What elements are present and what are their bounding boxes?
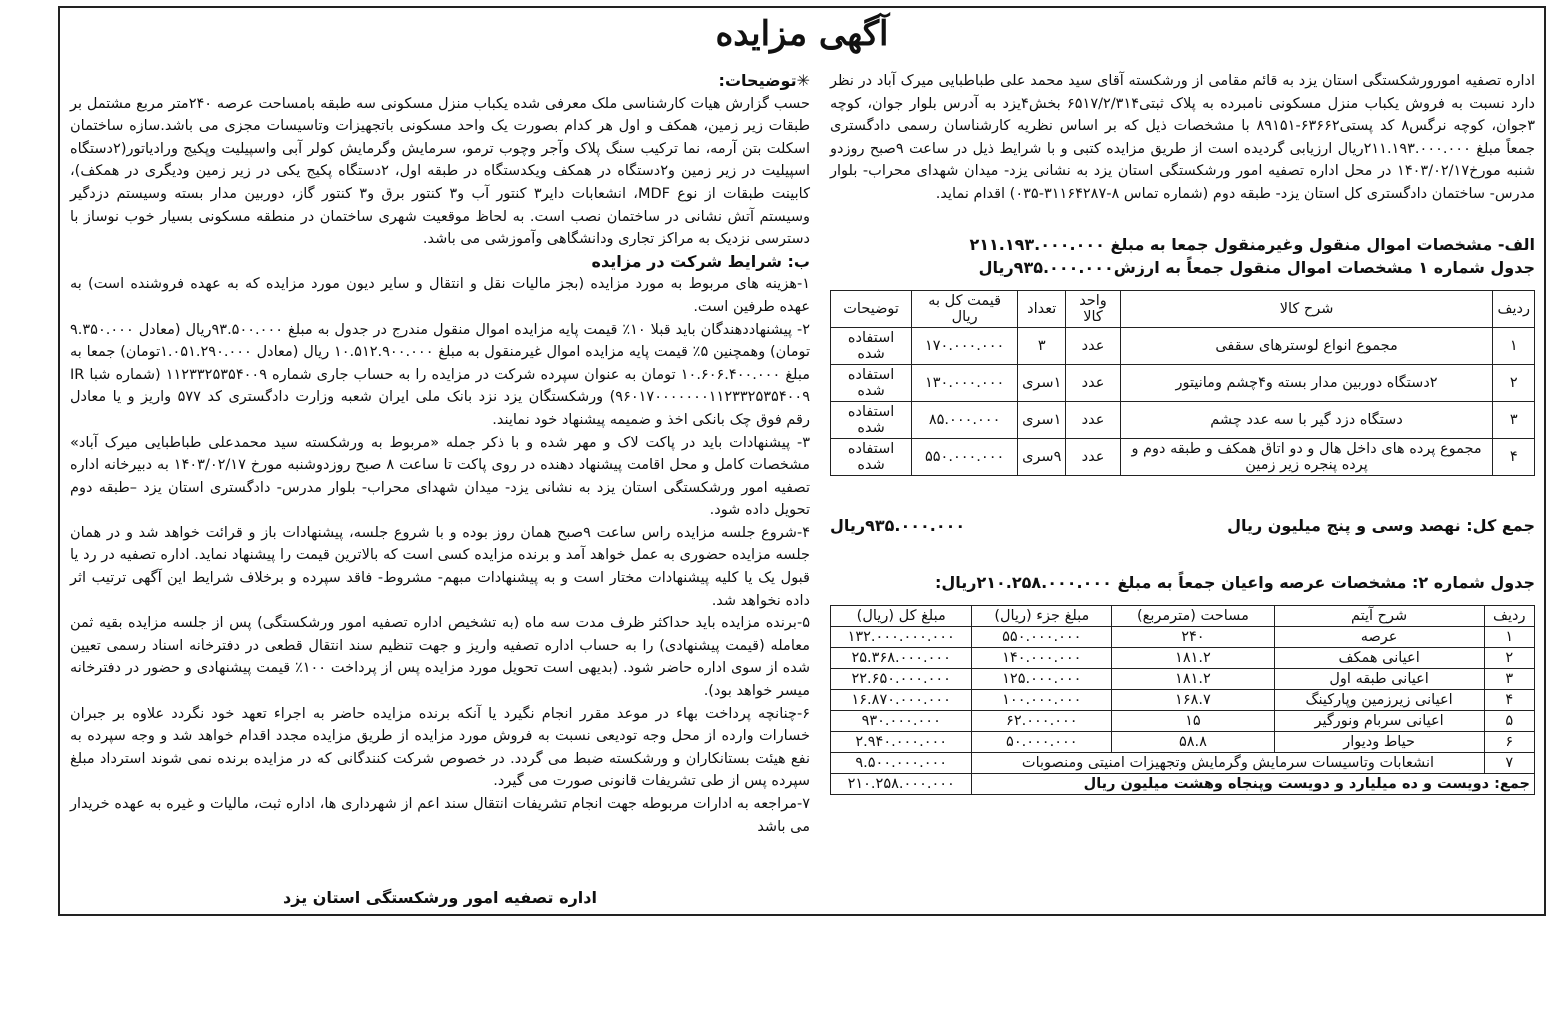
table-cell: ۱۸۱.۲ xyxy=(1112,648,1275,669)
table-row xyxy=(831,732,1535,753)
table2-header-cell: مساحت (مترمربع) xyxy=(1112,606,1275,627)
table-cell: استفاده شده xyxy=(831,365,912,402)
table1-header-cell: ردیف xyxy=(1493,291,1535,328)
sum-label: جمع: دویست و ده میلیارد و دویست وپنجاه وهشت میلیون ریال xyxy=(972,774,1535,795)
notes-block xyxy=(70,70,810,838)
table1-title: جدول شماره ۱ مشخصات اموال منقول جمعاً به ارزش۹۳۵.۰۰۰.۰۰۰ریال xyxy=(978,257,1535,277)
table-cell: اعیانی همکف xyxy=(1274,648,1484,669)
table-cell: استفاده شده xyxy=(831,402,912,439)
table-cell: ۳ xyxy=(1018,328,1066,365)
table-row xyxy=(831,328,1535,365)
table-cell: ۳ xyxy=(1493,402,1535,439)
table-cell: عدد xyxy=(1066,328,1120,365)
table2-header-row xyxy=(831,606,1535,627)
table1-header-cell: توضیحات xyxy=(831,291,912,328)
table-cell: دستگاه دزد گیر با سه عدد چشم xyxy=(1120,402,1493,439)
table-cell: ۱سری xyxy=(1018,365,1066,402)
table-cell: ۲دستگاه دوربین مدار بسته و۴چشم ومانیتور xyxy=(1120,365,1493,402)
table-row xyxy=(831,690,1535,711)
table-cell: ۹.۵۰۰.۰۰۰.۰۰۰ xyxy=(831,753,972,774)
table2-header-cell: شرح آیتم xyxy=(1274,606,1484,627)
table-cell: ۱۶۸.۷ xyxy=(1112,690,1275,711)
table-cell: ۱۵ xyxy=(1112,711,1275,732)
table-cell: ۵ xyxy=(1484,711,1534,732)
table-row xyxy=(831,753,1535,774)
condition-item: ۶-چنانچه پرداخت بهاء در موعد مقرر انجام نگیرد یا آنکه برنده مزایده حاضر به اجراء تعهد خود نگردد علاوه بر جبران خسارات وارده از محل وجه تودیعی نسبت به فروش مورد مزایده از طریق مزایده مجدد اقدام خواهد شد و وجه سپرده به نفع هیئت بستانکاران و ورشکسته ضبط می گردد. در خصوص شرکت کنندگانی که در مزایده برنده نمی شوند استرداد مبلغ سپرده پس از طی تشریفات قانونی صورت می گیرد. xyxy=(70,705,810,790)
notes-text: حسب گزارش هیات کارشناسی ملک معرفی شده یکباب منزل مسکونی سه طبقه بامساحت عرصه ۲۴۰متر مربع مشتمل بر طبقات زیر زمین، همکف و اول هر کدام بصورت یک واحد مسکونی باتجهیزات وتاسیسات مجزی می باشد.سازه ساختمان اسکلت بتن آرمه، نما ترکیب سنگ پلاک وآجر وچوب ترمو، سرمایش وگرمایش کولر آبی واسپیلیت وپکیج ورادیاتور(۲دستگاه اسپیلیت در زیر زمین و۲دستگاه در همکف ویکدستگاه در طبقه اول، ۲دستگاه پکیج یکی در زیر زمین ودیگری در همکف)، کابینت طبقات از نوع MDF، انشعابات دایر۳ کنتور آب و۳ کنتور برق و۳ کنتور گاز، دوربین مدار بسته وسیستم دزدگیر وسیستم آتش نشانی در ساختمان نصب است. به لحاظ موقعیت شهری ساختمان در منطقه مسکونی بسیار خوب نوساز با دسترسی نزدیک به مراکز تجاری ودانشگاهی وآموزشی می باشد. xyxy=(70,95,811,248)
table-cell: ۱۴۰.۰۰۰.۰۰۰ xyxy=(972,648,1112,669)
table-cell: ۱۶.۸۷۰.۰۰۰.۰۰۰ xyxy=(831,690,972,711)
table-row xyxy=(831,669,1535,690)
table-cell: انشعابات وتاسیسات سرمایش وگرمایش وتجهیزات امنیتی ومنصوبات xyxy=(972,753,1484,774)
table2-title: جدول شماره ۲: مشخصات عرصه واعیان جمعاً به مبلغ ۲۱۰.۲۵۸.۰۰۰.۰۰۰ریال: xyxy=(934,573,1535,592)
table-cell: ۷ xyxy=(1484,753,1534,774)
table-cell: عرصه xyxy=(1274,627,1484,648)
table1-header-cell: واحد کالا xyxy=(1066,291,1120,328)
table-cell: عدد xyxy=(1066,439,1120,476)
table-row xyxy=(831,648,1535,669)
table-cell: مجموع پرده های داخل هال و دو اتاق همکف و طبقه دوم و پرده پنجره زیر زمین xyxy=(1120,439,1493,476)
table-sum-row xyxy=(831,774,1535,795)
table1-header-cell: شرح کالا xyxy=(1120,291,1493,328)
condition-item: ۳- پیشنهادات باید در پاکت لاک و مهر شده و با ذکر جمله «مربوط به ورشکسته سید محمدعلی طباطبایی میرک آباد» مشخصات کامل و محل اقامت پیشنهاد دهنده در روی پاکت تا ساعت ۸ صبح روزدوشنبه مورخ ۱۴۰۳/۰۲/۱۷ به دبیرخانه اداره تصفیه امور ورشکستگی استان یزد به نشانی یزد- میدان شهدای محراب- بلوار مدرس- دادگستری استان یزد –طبقه دوم تحویل داده شود. xyxy=(70,434,810,519)
table-cell: ۲ xyxy=(1484,648,1534,669)
table-row xyxy=(831,365,1535,402)
table-cell: ۱ xyxy=(1484,627,1534,648)
table-cell: ۱۳۲.۰۰۰.۰۰۰.۰۰۰ xyxy=(831,627,972,648)
table-cell: ۹سری xyxy=(1018,439,1066,476)
table-row xyxy=(831,711,1535,732)
table-cell: ۳ xyxy=(1484,669,1534,690)
conditions-list xyxy=(70,273,810,838)
table-cell: ۹۳۰.۰۰۰.۰۰۰ xyxy=(831,711,972,732)
table-cell: اعیانی زیرزمین وپارکینگ xyxy=(1274,690,1484,711)
condition-item: ۵-برنده مزایده باید حداکثر ظرف مدت سه ماه (به تشخیص اداره تصفیه امور ورشکستگی) پس از جلسه مزایده بقیه ثمن معامله (قیمت پیشنهادی) را به حساب اداره تصفیه واریز و جهت تنظیم سند انتقال قطعی در دفترخانه اسناد رسمی تعیین شده از سوی اداره حاضر شود. (بدیهی است تحویل مورد مزایده پس از پرداخت ۱۰۰٪ قیمت پیشنهادی و حضور در دفترخانه میسر خواهد بود). xyxy=(70,615,810,700)
table-cell: مجموع انواع لوسترهای سقفی xyxy=(1120,328,1493,365)
section-a-block xyxy=(830,234,1535,279)
table-cell: ۱سری xyxy=(1018,402,1066,439)
table-cell: ۲ xyxy=(1493,365,1535,402)
section-a-heading: الف- مشخصات اموال منقول وغیرمنقول جمعا به مبلغ ۲۱۱.۱۹۳.۰۰۰.۰۰۰ xyxy=(969,235,1535,254)
table2-header-cell: مبلغ جزء (ریال) xyxy=(972,606,1112,627)
table-cell: ۲۵.۳۶۸.۰۰۰.۰۰۰ xyxy=(831,648,972,669)
table-cell: استفاده شده xyxy=(831,439,912,476)
notes-heading: ✳توضیحات: xyxy=(718,71,810,90)
table2-header-cell: ردیف xyxy=(1484,606,1534,627)
table-cell: اعیانی طبقه اول xyxy=(1274,669,1484,690)
table-cell: ۲۴۰ xyxy=(1112,627,1275,648)
table-cell: ۲.۹۴۰.۰۰۰.۰۰۰ xyxy=(831,732,972,753)
table-cell: ۱۸۱.۲ xyxy=(1112,669,1275,690)
section-b-heading: ب: شرایط شرکت در مزایده xyxy=(591,251,810,271)
table2-header-cell: مبلغ کل (ریال) xyxy=(831,606,972,627)
signature: اداره تصفیه امور ورشکستگی استان یزد xyxy=(283,888,597,907)
table1-header-row xyxy=(831,291,1535,328)
table-cell: عدد xyxy=(1066,402,1120,439)
table-cell: ۴ xyxy=(1493,439,1535,476)
table-cell: ۵۵۰.۰۰۰.۰۰۰ xyxy=(912,439,1018,476)
table-cell: ۶ xyxy=(1484,732,1534,753)
table1-total-words: جمع کل: نهصد وسی و پنج میلیون ریال xyxy=(1227,516,1535,535)
intro-paragraph: اداره تصفیه امورورشکستگی استان یزد به قائم مقامی از ورشکسته آقای سید محمد علی طباطبایی میرک آباد در نظر دارد نسبت به فروش یکباب منزل مسکونی نامبرده به پلاک ثبتی۶۵۱۷/۲/۳۱۴ بخش۴یزد به آدرس بلوار جوان، کوچه ۳جوان، کوچه نرگس۸ کد پستی۶۳۶۶۲-۸۹۱۵۱ با مشخصات ذیل که بر اساس نظریه کارشناسان رسمی دادگستری جمعاً مبلغ ۲۱۱.۱۹۳.۰۰۰.۰۰۰ریال ارزیابی گردیده است از طریق مزایده کتبی و با شرایط ذیل در ساعت ۹صبح روزدو شنبه مورخ۱۴۰۳/۰۲/۱۷ در محل اداره تصفیه امور ورشکستگی استان یزد به نشانی یزد- میدان شهدای محراب- بلوار مدرس- ساختمان دادگستری کل استان یزد- طبقه دوم (شماره تماس ۸-۳۱۱۶۴۲۸۷-۰۳۵) اقدام نماید. xyxy=(830,73,1536,202)
table-cell: استفاده شده xyxy=(831,328,912,365)
table-cell: اعیانی سربام ونورگیر xyxy=(1274,711,1484,732)
table-cell: ۸۵.۰۰۰.۰۰۰ xyxy=(912,402,1018,439)
table-cell: ۱ xyxy=(1493,328,1535,365)
table-cell: ۱۲۵.۰۰۰.۰۰۰ xyxy=(972,669,1112,690)
table-cell: حیاط ودیوار xyxy=(1274,732,1484,753)
table1-header-cell: تعداد xyxy=(1018,291,1066,328)
table-row xyxy=(831,402,1535,439)
table-cell: ۱۷۰.۰۰۰.۰۰۰ xyxy=(912,328,1018,365)
condition-item: ۴-شروع جلسه مزایده راس ساعت ۹صبح همان روز بوده و با شروع جلسه، پیشنهادات باز و قرائت خواهد شد و در همان جلسه مزایده حضوری به عمل خواهد آمد و برنده مزایده کسی است که بالاترین قیمت را پیشنهاد نماید. اداره تصفیه در رد یا قبول یک یا کلیه پیشنهادات مختار است و به پیشنهادات مبهم- مشروط- فاقد سپرده و برخلاف شرایط این آگهی ترتیب اثر داده نخواهد شد. xyxy=(70,524,810,609)
table-cell: ۶۲.۰۰۰.۰۰۰ xyxy=(972,711,1112,732)
table-cell: ۲۲.۶۵۰.۰۰۰.۰۰۰ xyxy=(831,669,972,690)
page-title: آگهی مزایده xyxy=(715,14,889,54)
table-cell: ۵۵۰.۰۰۰.۰۰۰ xyxy=(972,627,1112,648)
sum-value: ۲۱۰.۲۵۸.۰۰۰.۰۰۰ xyxy=(831,774,972,795)
table-cell: ۵۸.۸ xyxy=(1112,732,1275,753)
table-cell: ۴ xyxy=(1484,690,1534,711)
table-cell: ۵۰.۰۰۰.۰۰۰ xyxy=(972,732,1112,753)
condition-item: ۷-مراجعه به ادارات مربوطه جهت انجام تشریفات انتقال سند اعم از شهرداری ها، اداره ثبت، مالیات و غیره به عهده خریدار می باشد xyxy=(70,796,810,835)
table1-total xyxy=(830,516,1535,535)
table-cell: ۱۰۰.۰۰۰.۰۰۰ xyxy=(972,690,1112,711)
table1-total-number: ۹۳۵.۰۰۰.۰۰۰ریال xyxy=(830,516,966,535)
notice-frame xyxy=(58,6,1546,916)
table-cell: ۱۳۰.۰۰۰.۰۰۰ xyxy=(912,365,1018,402)
table-row xyxy=(831,439,1535,476)
condition-item: ۲- پیشنهاددهندگان باید قبلا ۱۰٪ قیمت پایه مزایده اموال منقول مندرج در جدول به مبلغ ۹۳.۵۰۰.۰۰۰ریال (معادل ۹.۳۵۰.۰۰۰ تومان) وهمچنین ۵٪ قیمت پایه مزایده اموال غیرمنقول به مبلغ ۱۰.۵۱۲.۹۰۰.۰۰۰ ریال (معادل ۱.۰۵۱.۲۹۰.۰۰۰تومان) جمعا به مبلغ ۱۰.۶۰۶.۴۰۰.۰۰۰ تومان به عنوان سپرده شرکت در مزایده را به حساب جاری شماره ۱۱۲۳۳۲۵۳۵۴۰۰۹ (شماره شبا IR ۹۶۰۱۷۰۰۰۰۰۰۰۱۱۲۳۳۲۵۳۵۴۰۰۹) ورشکستگان یزد نزد بانک ملی ایران شعبه وزارت دادگستری کد ۵۷۷ واریز و یا معادل رقم فوق چک بانکی اخذ و ضمیمه پیشنهاد خود نمایند. xyxy=(70,321,810,428)
table-cell: عدد xyxy=(1066,365,1120,402)
table-row xyxy=(831,627,1535,648)
table1-header-cell: قیمت کل به ریال xyxy=(912,291,1018,328)
condition-item: ۱-هزینه های مربوط به مورد مزایده (بجز مالیات نقل و انتقال و سایر دیون مورد مزایده که به عهده فروشنده است) به عهده طرفین است. xyxy=(70,276,810,315)
table-movable-assets xyxy=(830,290,1535,476)
table-land-buildings xyxy=(830,605,1535,795)
